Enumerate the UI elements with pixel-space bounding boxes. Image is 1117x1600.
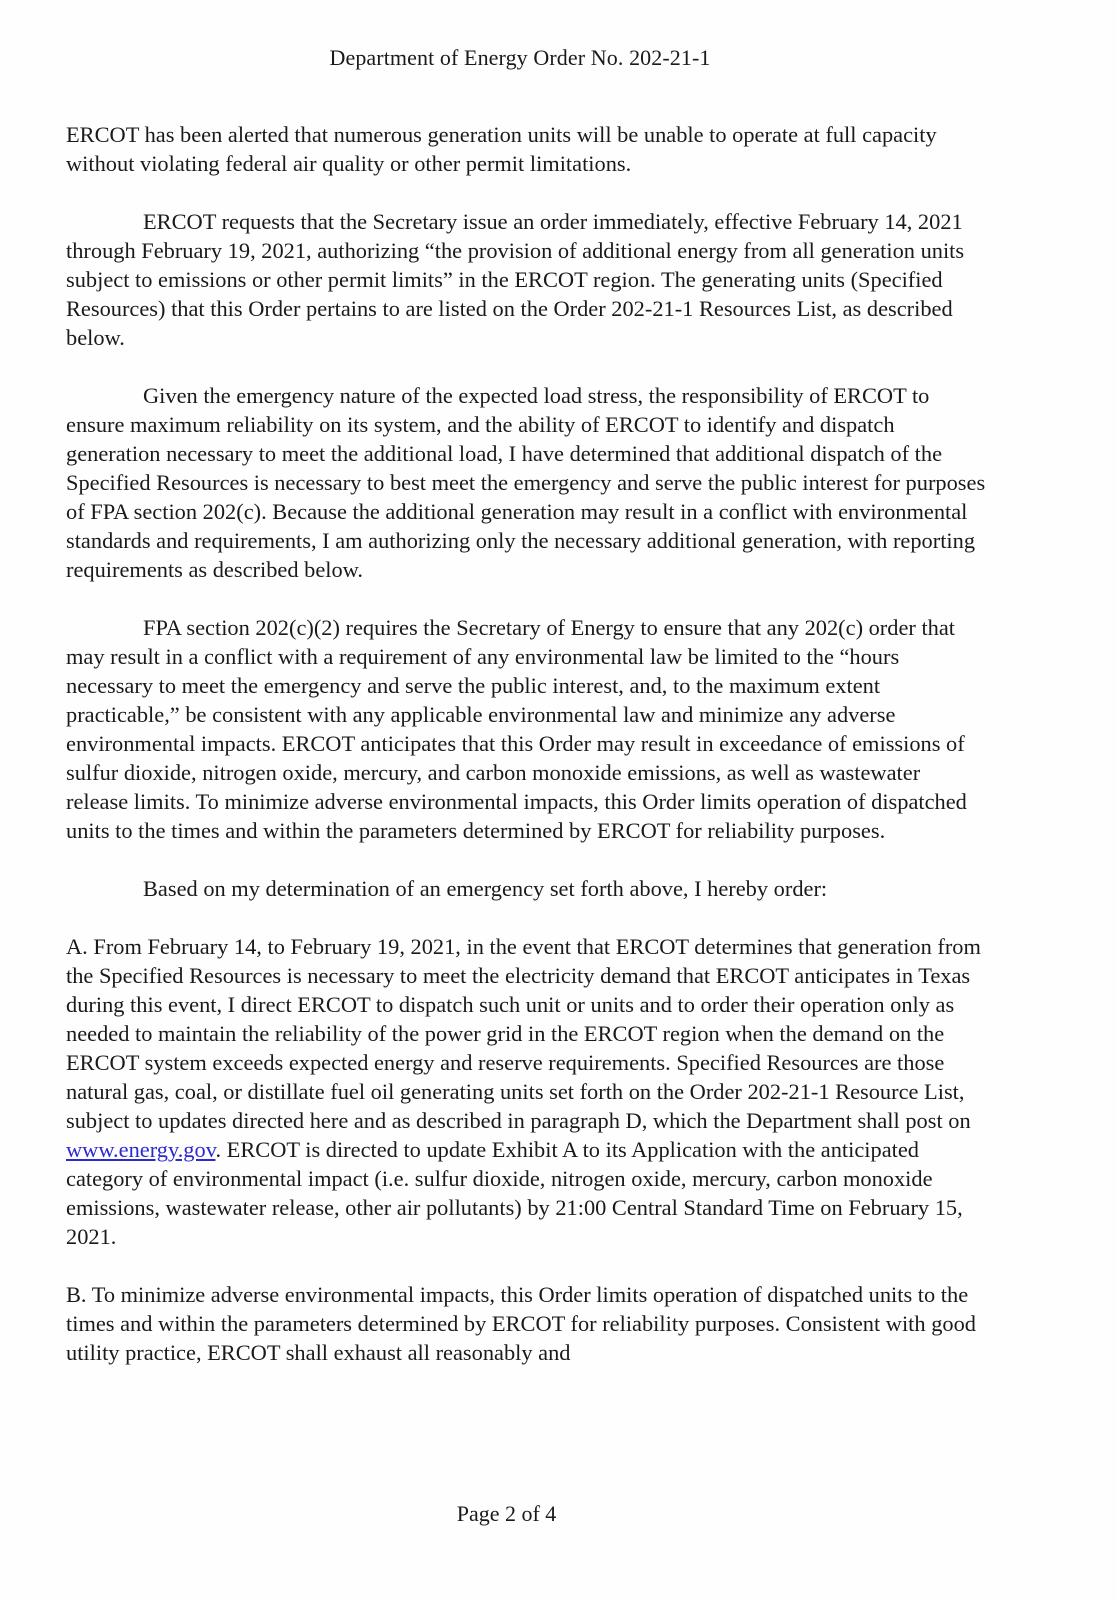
paragraph-ercot-alert: ERCOT has been alerted that numerous generation units will be unable to operate at full capacity without violating federal air quality or other permit limitations.	[66, 122, 937, 176]
paragraph-order-a-text-continued: . ERCOT is directed to update Exhibit A to its Application with the anticipated category of environmental impact (i.e. sulfur dioxide, nitrogen oxide, mercury, carbon monoxide emissions, wastewater release, other air pollutants) by 21:00 Central Standard Time on February 15, 2021.	[66, 1137, 963, 1249]
paragraph-order-a	[66, 932, 986, 1251]
paragraph-fpa-section: FPA section 202(c)(2) requires the Secretary of Energy to ensure that any 202(c) order that may result in a conflict with a requirement of any environmental law be limited to the “hours necessary to meet the emergency and serve the public interest, and, to the maximum extent practicable,” be consistent with any applicable environmental law and minimize any adverse environmental impacts. ERCOT anticipates that this Order may result in exceedance of emissions of sulfur dioxide, nitrogen oxide, mercury, and carbon monoxide emissions, as well as wastewater release limits. To minimize adverse environmental impacts, this Order limits operation of dispatched units to the times and within the parameters determined by ERCOT for reliability purposes.	[66, 615, 967, 843]
paragraph-order-b: B. To minimize adverse environmental impacts, this Order limits operation of dispatched units to the times and within the parameters determined by ERCOT for reliability purposes. Consistent with good utility practice, ERCOT shall exhaust all reasonably and	[66, 1282, 976, 1365]
energy-gov-link[interactable]: www.energy.gov	[66, 1137, 216, 1162]
page-header-title: Department of Energy Order No. 202-21-1	[329, 45, 711, 70]
paragraph-ercot-request: ERCOT requests that the Secretary issue an order immediately, effective February 14, 2021 through February 19, 2021, authorizing “the provision of additional energy from all generation units subject to emissions or other permit limits” in the ERCOT region. The generating units (Specified Resources) that this Order pertains to are listed on the Order 202-21-1 Resources List, as described below.	[66, 209, 965, 350]
paragraph-order-intro: Based on my determination of an emergency set forth above, I hereby order:	[143, 876, 828, 901]
page-number: Page 2 of 4	[456, 1501, 557, 1526]
paragraph-order-a-text: A. From February 14, to February 19, 2021, in the event that ERCOT determines that generation from the Specified Resources is necessary to meet the electricity demand that ERCOT anticipates in Texas during this event, I direct ERCOT to dispatch such unit or units and to order their operation only as needed to maintain the reliability of the power grid in the ERCOT region when the demand on the ERCOT system exceeds expected energy and reserve requirements. Specified Resources are those natural gas, coal, or distillate fuel oil generating units set forth on the Order 202-21-1 Resource List, subject to updates directed here and as described in paragraph D, which the Department shall post on	[66, 934, 981, 1133]
document-body	[66, 120, 986, 1396]
paragraph-emergency-determination: Given the emergency nature of the expected load stress, the responsibility of ERCOT to ensure maximum reliability on its system, and the ability of ERCOT to identify and dispatch generation necessary to meet the additional load, I have determined that additional dispatch of the Specified Resources is necessary to best meet the emergency and serve the public interest for purposes of FPA section 202(c). Because the additional generation may result in a conflict with environmental standards and requirements, I am authorizing only the necessary additional generation, with reporting requirements as described below.	[66, 383, 986, 582]
